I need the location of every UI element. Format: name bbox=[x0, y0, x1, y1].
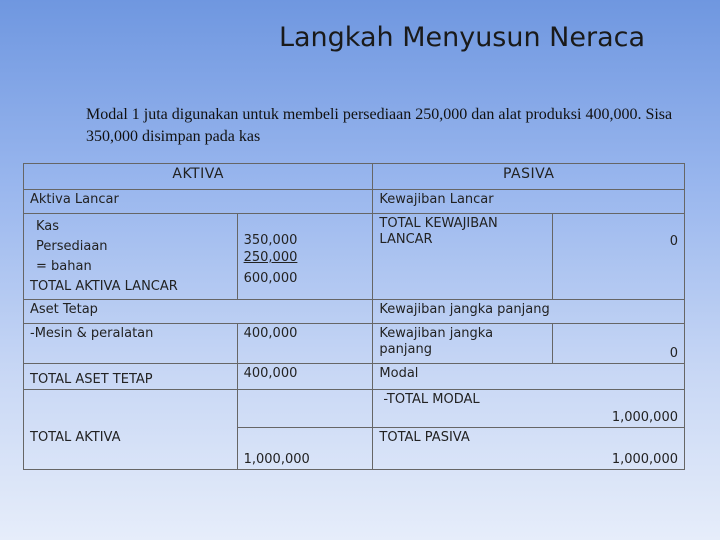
empty-cell bbox=[237, 390, 373, 428]
kas-value: 350,000 bbox=[243, 233, 298, 248]
kewajiban-jangka-panjang-value: 0 bbox=[553, 324, 685, 364]
aset-tetap-label: Aset Tetap bbox=[24, 300, 373, 324]
table-row bbox=[24, 364, 685, 390]
modal-label: Modal bbox=[373, 364, 553, 390]
table-row bbox=[24, 214, 685, 300]
aktiva-lancar-values bbox=[237, 214, 373, 300]
mesin-value: 400,000 bbox=[237, 324, 373, 364]
total-aset-tetap-label: TOTAL ASET TETAP bbox=[24, 364, 238, 390]
total-pasiva-label: TOTAL PASIVA bbox=[373, 428, 553, 470]
total-pasiva-value: 1,000,000 bbox=[553, 428, 685, 470]
total-aktiva-label: TOTAL AKTIVA bbox=[24, 428, 238, 470]
persediaan-label: Persediaan bbox=[36, 239, 108, 254]
table-row bbox=[24, 324, 685, 364]
empty-cell bbox=[24, 390, 238, 428]
mesin-label: -Mesin & peralatan bbox=[24, 324, 238, 364]
kewajiban-jangka-panjang-item: Kewajiban jangka panjang bbox=[373, 324, 553, 364]
kas-label: Kas bbox=[36, 219, 60, 234]
modal-value-cell bbox=[553, 364, 685, 390]
total-modal-label: -TOTAL MODAL bbox=[373, 390, 553, 428]
table-row bbox=[24, 190, 685, 214]
total-kewajiban-lancar-value: 0 bbox=[553, 214, 685, 300]
header-row bbox=[24, 164, 685, 190]
kewajiban-lancar-label: Kewajiban Lancar bbox=[373, 190, 685, 214]
aktiva-header: AKTIVA bbox=[24, 164, 373, 190]
aktiva-lancar-items bbox=[24, 214, 238, 300]
total-kewajiban-lancar-label: TOTAL KEWAJIBAN LANCAR bbox=[373, 214, 553, 300]
total-aktiva-lancar-label: TOTAL AKTIVA LANCAR bbox=[30, 279, 178, 294]
total-modal-value: 1,000,000 bbox=[553, 390, 685, 428]
table-row bbox=[24, 428, 685, 470]
bahan-label: = bahan bbox=[36, 259, 92, 274]
table-row bbox=[24, 300, 685, 324]
pasiva-header: PASIVA bbox=[373, 164, 685, 190]
persediaan-value: 250,000 bbox=[243, 250, 298, 265]
page-title: Langkah Menyusun Neraca bbox=[278, 22, 646, 53]
total-aset-tetap-value: 400,000 bbox=[237, 364, 373, 390]
kewajiban-jangka-panjang-label: Kewajiban jangka panjang bbox=[373, 300, 685, 324]
aktiva-lancar-label: Aktiva Lancar bbox=[24, 190, 373, 214]
intro-text: Modal 1 juta digunakan untuk membeli persediaan 250,000 dan alat produksi 400,000. Sisa 350,000 disimpan pada kas bbox=[86, 106, 673, 145]
total-aktiva-lancar-value: 600,000 bbox=[243, 271, 298, 286]
table-row bbox=[24, 390, 685, 428]
total-aktiva-value: 1,000,000 bbox=[237, 428, 373, 470]
balance-sheet-table bbox=[23, 163, 685, 470]
